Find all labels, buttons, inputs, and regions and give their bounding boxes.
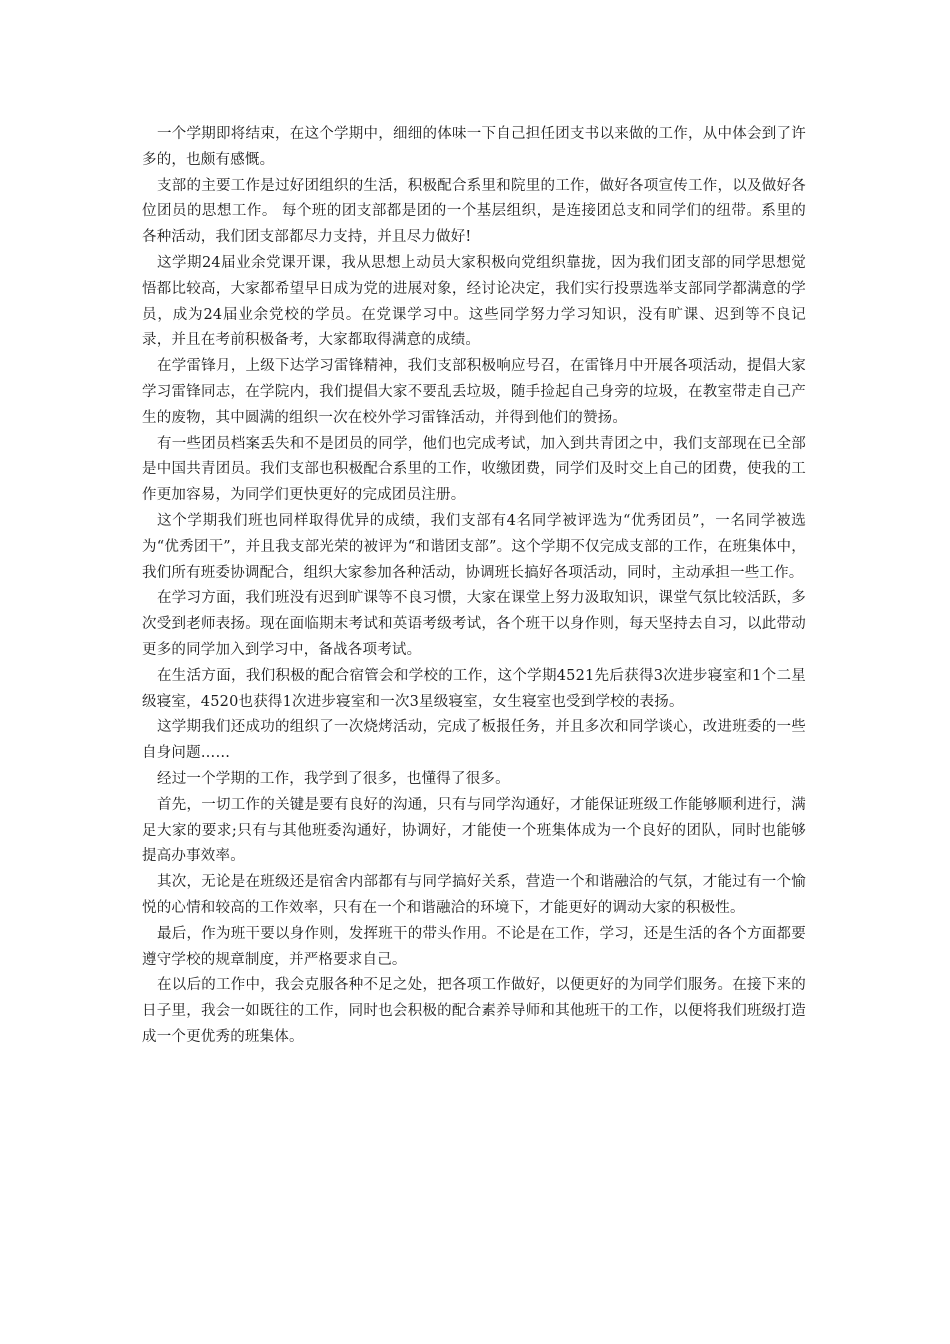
paragraph-13: 最后，作为班干要以身作则，发挥班干的带头作用。不论是在工作，学习，还是生活的各个方面都要遵守学校的规章制度，并严格要求自己。 xyxy=(142,925,806,968)
paragraph-6: 这个学期我们班也同样取得优异的成绩，我们支部有4名同学被评选为“优秀团员”，一名同学被选为“优秀团干”，并且我支部光荣的被评为“和谐团支部”。这个学期不仅完成支部的工作，在班集体中，我们所有班委协调配合，组织大家参加各种活动，协调班长搞好各项活动，同时，主动承担一些工作。 xyxy=(142,512,806,581)
paragraph-8: 在生活方面，我们积极的配合宿管会和学校的工作，这个学期4521先后获得3次进步寝室和1个二星级寝室，4520也获得1次进步寝室和一次3星级寝室，女生寝室也受到学校的表扬。 xyxy=(142,667,806,710)
paragraph-7: 在学习方面，我们班没有迟到旷课等不良习惯，大家在课堂上努力汲取知识，课堂气氛比较活跃，多次受到老师表扬。现在面临期末考试和英语考级考试，各个班干以身作则，每天坚持去自习，以此带动更多的同学加入到学习中，备战各项考试。 xyxy=(142,590,806,658)
paragraph-10: 经过一个学期的工作，我学到了很多，也懂得了很多。 xyxy=(157,770,510,787)
paragraph-1: 一个学期即将结束，在这个学期中，细细的体味一下自己担任团支书以来做的工作，从中体会到了许多的，也颇有感慨。 xyxy=(142,126,806,168)
paragraph-14: 在以后的工作中，我会克服各种不足之处，把各项工作做好，以便更好的为同学们服务。在接下来的日子里，我会一如既往的工作，同时也会积极的配合素养导师和其他班干的工作，以便将我们班级打造成一个更优秀的班集体。 xyxy=(142,977,806,1045)
document-body xyxy=(142,122,806,1051)
paragraph-2: 支部的主要工作是过好团组织的生活，积极配合系里和院里的工作，做好各项宣传工作，以及做好各位团员的思想工作。 每个班的团支部都是团的一个基层组织，是连接团总支和同学们的纽带。系里的各种活动，我们团支部都尽力支持，并且尽力做好! xyxy=(142,177,806,246)
paragraph-3: 这学期24届业余党课开课，我从思想上动员大家积极向党组织靠拢，因为我们团支部的同学思想觉悟都比较高，大家都希望早日成为党的进展对象，经讨论决定，我们实行投票选举支部同学都满意的学员，成为24届业余党校的学员。在党课学习中。这些同学努力学习知识，没有旷课、迟到等不良记录，并且在考前积极备考，大家都取得满意的成绩。 xyxy=(142,254,806,349)
paragraph-9: 这学期我们还成功的组织了一次烧烤活动，完成了板报任务，并且多次和同学谈心，改进班委的一些自身问题…… xyxy=(142,719,806,762)
paragraph-4: 在学雷锋月，上级下达学习雷锋精神，我们支部积极响应号召，在雷锋月中开展各项活动，提倡大家学习雷锋同志，在学院内，我们提倡大家不要乱丢垃圾，随手捡起自己身旁的垃圾，在教室带走自己产生的废物，其中圆满的组织一次在校外学习雷锋活动，并得到他们的赞扬。 xyxy=(142,358,806,426)
paragraph-5: 有一些团员档案丢失和不是团员的同学，他们也完成考试，加入到共青团之中，我们支部现在已全部是中国共青团员。我们支部也积极配合系里的工作，收缴团费，同学们及时交上自己的团费，使我的工作更加容易，为同学们更快更好的完成团员注册。 xyxy=(142,435,806,504)
paragraph-11: 首先，一切工作的关键是要有良好的沟通，只有与同学沟通好，才能保证班级工作能够顺利进行，满足大家的要求;只有与其他班委沟通好，协调好，才能使一个班集体成为一个良好的团队，同时也能够提高办事效率。 xyxy=(142,796,806,865)
paragraph-12: 其次，无论是在班级还是宿舍内部都有与同学搞好关系，营造一个和谐融洽的气氛，才能过有一个愉悦的心情和较高的工作效率，只有在一个和谐融洽的环境下，才能更好的调动大家的积极性。 xyxy=(142,874,806,916)
